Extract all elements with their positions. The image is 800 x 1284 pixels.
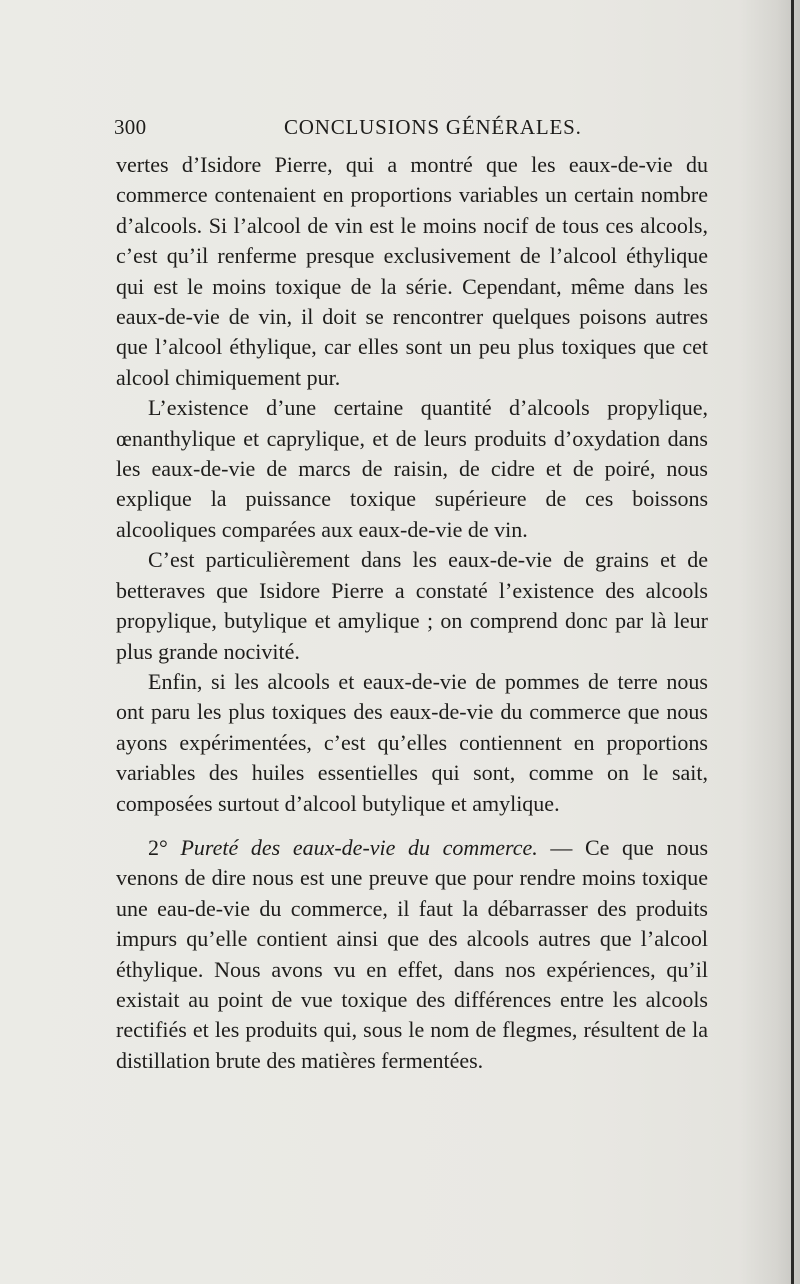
section-title: Pureté des eaux-de-vie du commerce. [180,834,538,860]
section-text: — Ce que nous venons de dire nous est une preuve que pour rendre moins toxique une eau-de-vie du commerce, il faut la débarrasser des produits impurs qu’elle contient ainsi que des alcools autres que l’alcool éthylique. Nous avons vu en effet, dans nos expériences, qu’il existait au point de vue toxique des différences entre les alcools rectifiés et les produits qui, sous le nom de flegmes, résultent de la distillation brute des matières fermentées. [116,834,709,1073]
page-edge-line [791,0,794,1284]
paragraph: C’est particulièrement dans les eaux-de-vie de grains et de betteraves que Isidore Pierre a constaté l’existence des alcools propylique, butylique et amylique ; on comprend donc par là leur plus grande nocivité. [116,547,708,664]
paragraph: vertes d’Isidore Pierre, qui a montré que les eaux-de-vie du commerce contenaient en proportions variables un certain nombre d’alcools. Si l’alcool de vin est le moins nocif de tous ces alcools, c’est qu’il renferme presque exclusivement de l’alcool éthylique qui est le moins toxique de la série. Cependant, même dans les eaux-de-vie de vin, il doit se rencontrer quelques poisons autres que l’alcool éthylique, car elles sont un peu plus toxiques que cet alcool chimiquement pur. [116,152,708,390]
running-title: CONCLUSIONS GÉNÉRALES. [284,115,582,139]
paragraph: L’existence d’une certaine quantité d’alcools propylique, œnanthylique et caprylique, et de leurs produits d’oxydation dans les eaux-de-vie de marcs de raisin, de cidre et de poiré, nous explique la puissance toxique supérieure de ces boissons alcooliques comparées aux eaux-de-vie de vin. [116,395,708,542]
body-text [116,150,708,1076]
section-number: 2° [148,834,168,860]
paragraph: Enfin, si les alcools et eaux-de-vie de pommes de terre nous ont paru les plus toxiques des eaux-de-vie du commerce que nous ayons expérimentées, c’est qu’elles contiennent en proportions variables des huiles essentielles qui sont, comme on le sait, composées surtout d’alcool butylique et amylique. [116,668,708,816]
section-paragraph [116,833,708,1076]
page-number: 300 [114,115,147,139]
page-header [114,115,704,139]
